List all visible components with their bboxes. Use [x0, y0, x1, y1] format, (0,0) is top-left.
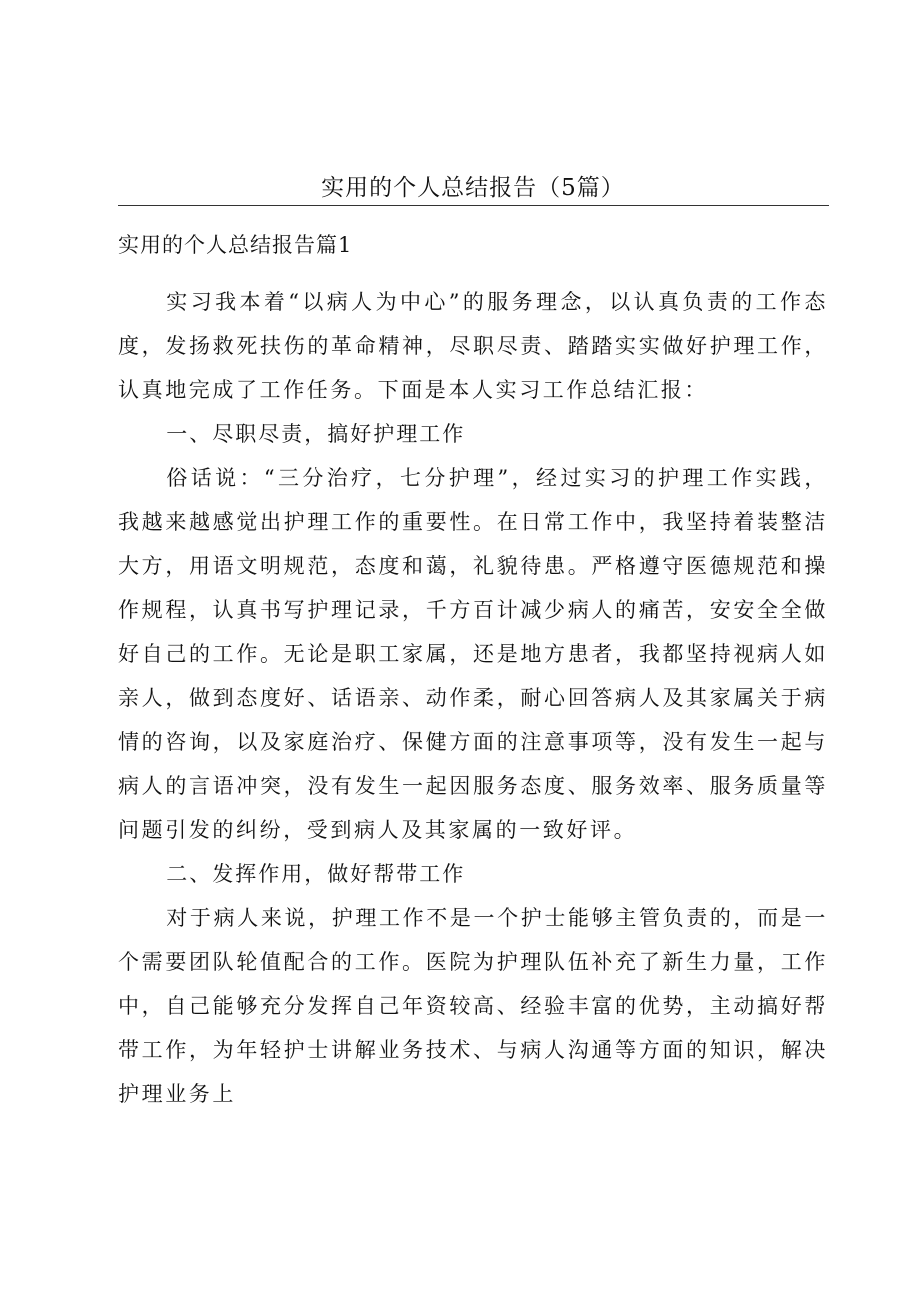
paragraph-intro: 实习我本着“以病人为中心”的服务理念，以认真负责的工作态度，发扬救死扶伤的革命精神，尽职尽责、踏踏实实做好护理工作，认真地完成了工作任务。下面是本人实习工作总结汇报： [118, 290, 828, 402]
title-underline [118, 205, 829, 206]
subheading-1: 一、尽职尽责，搞好护理工作 [166, 422, 466, 446]
document-title: 实用的个人总结报告（5篇） [321, 175, 625, 201]
section-heading: 实用的个人总结报告篇1 [118, 233, 353, 257]
subheading-2: 二、发挥作用，做好帮带工作 [166, 862, 466, 886]
paragraph-nursing-work: 俗话说：“三分治疗，七分护理”，经过实习的护理工作实践，我越来越感觉出护理工作的重要性。在日常工作中，我坚持着装整洁大方，用语文明规范，态度和蔼，礼貌待患。严格遵守医德规范和操作规程，认真书写护理记录，千方百计减少病人的痛苦，安安全全做好自己的工作。无论是职工家属，还是地方患者，我都坚持视病人如亲人，做到态度好、话语亲、动作柔，耐心回答病人及其家属关于病情的咨询，以及家庭治疗、保健方面的注意事项等，没有发生一起与病人的言语冲突，没有发生一起因服务态度、服务效率、服务质量等问题引发的纠纷，受到病人及其家属的一致好评。 [118, 466, 828, 842]
document-body [118, 280, 828, 1116]
paragraph-mentoring: 对于病人来说，护理工作不是一个护士能够主管负责的，而是一个需要团队轮值配合的工作。医院为护理队伍补充了新生力量，工作中，自己能够充分发挥自己年资较高、经验丰富的优势，主动搞好帮带工作，为年轻护士讲解业务技术、与病人沟通等方面的知识，解决护理业务上 [118, 906, 828, 1106]
